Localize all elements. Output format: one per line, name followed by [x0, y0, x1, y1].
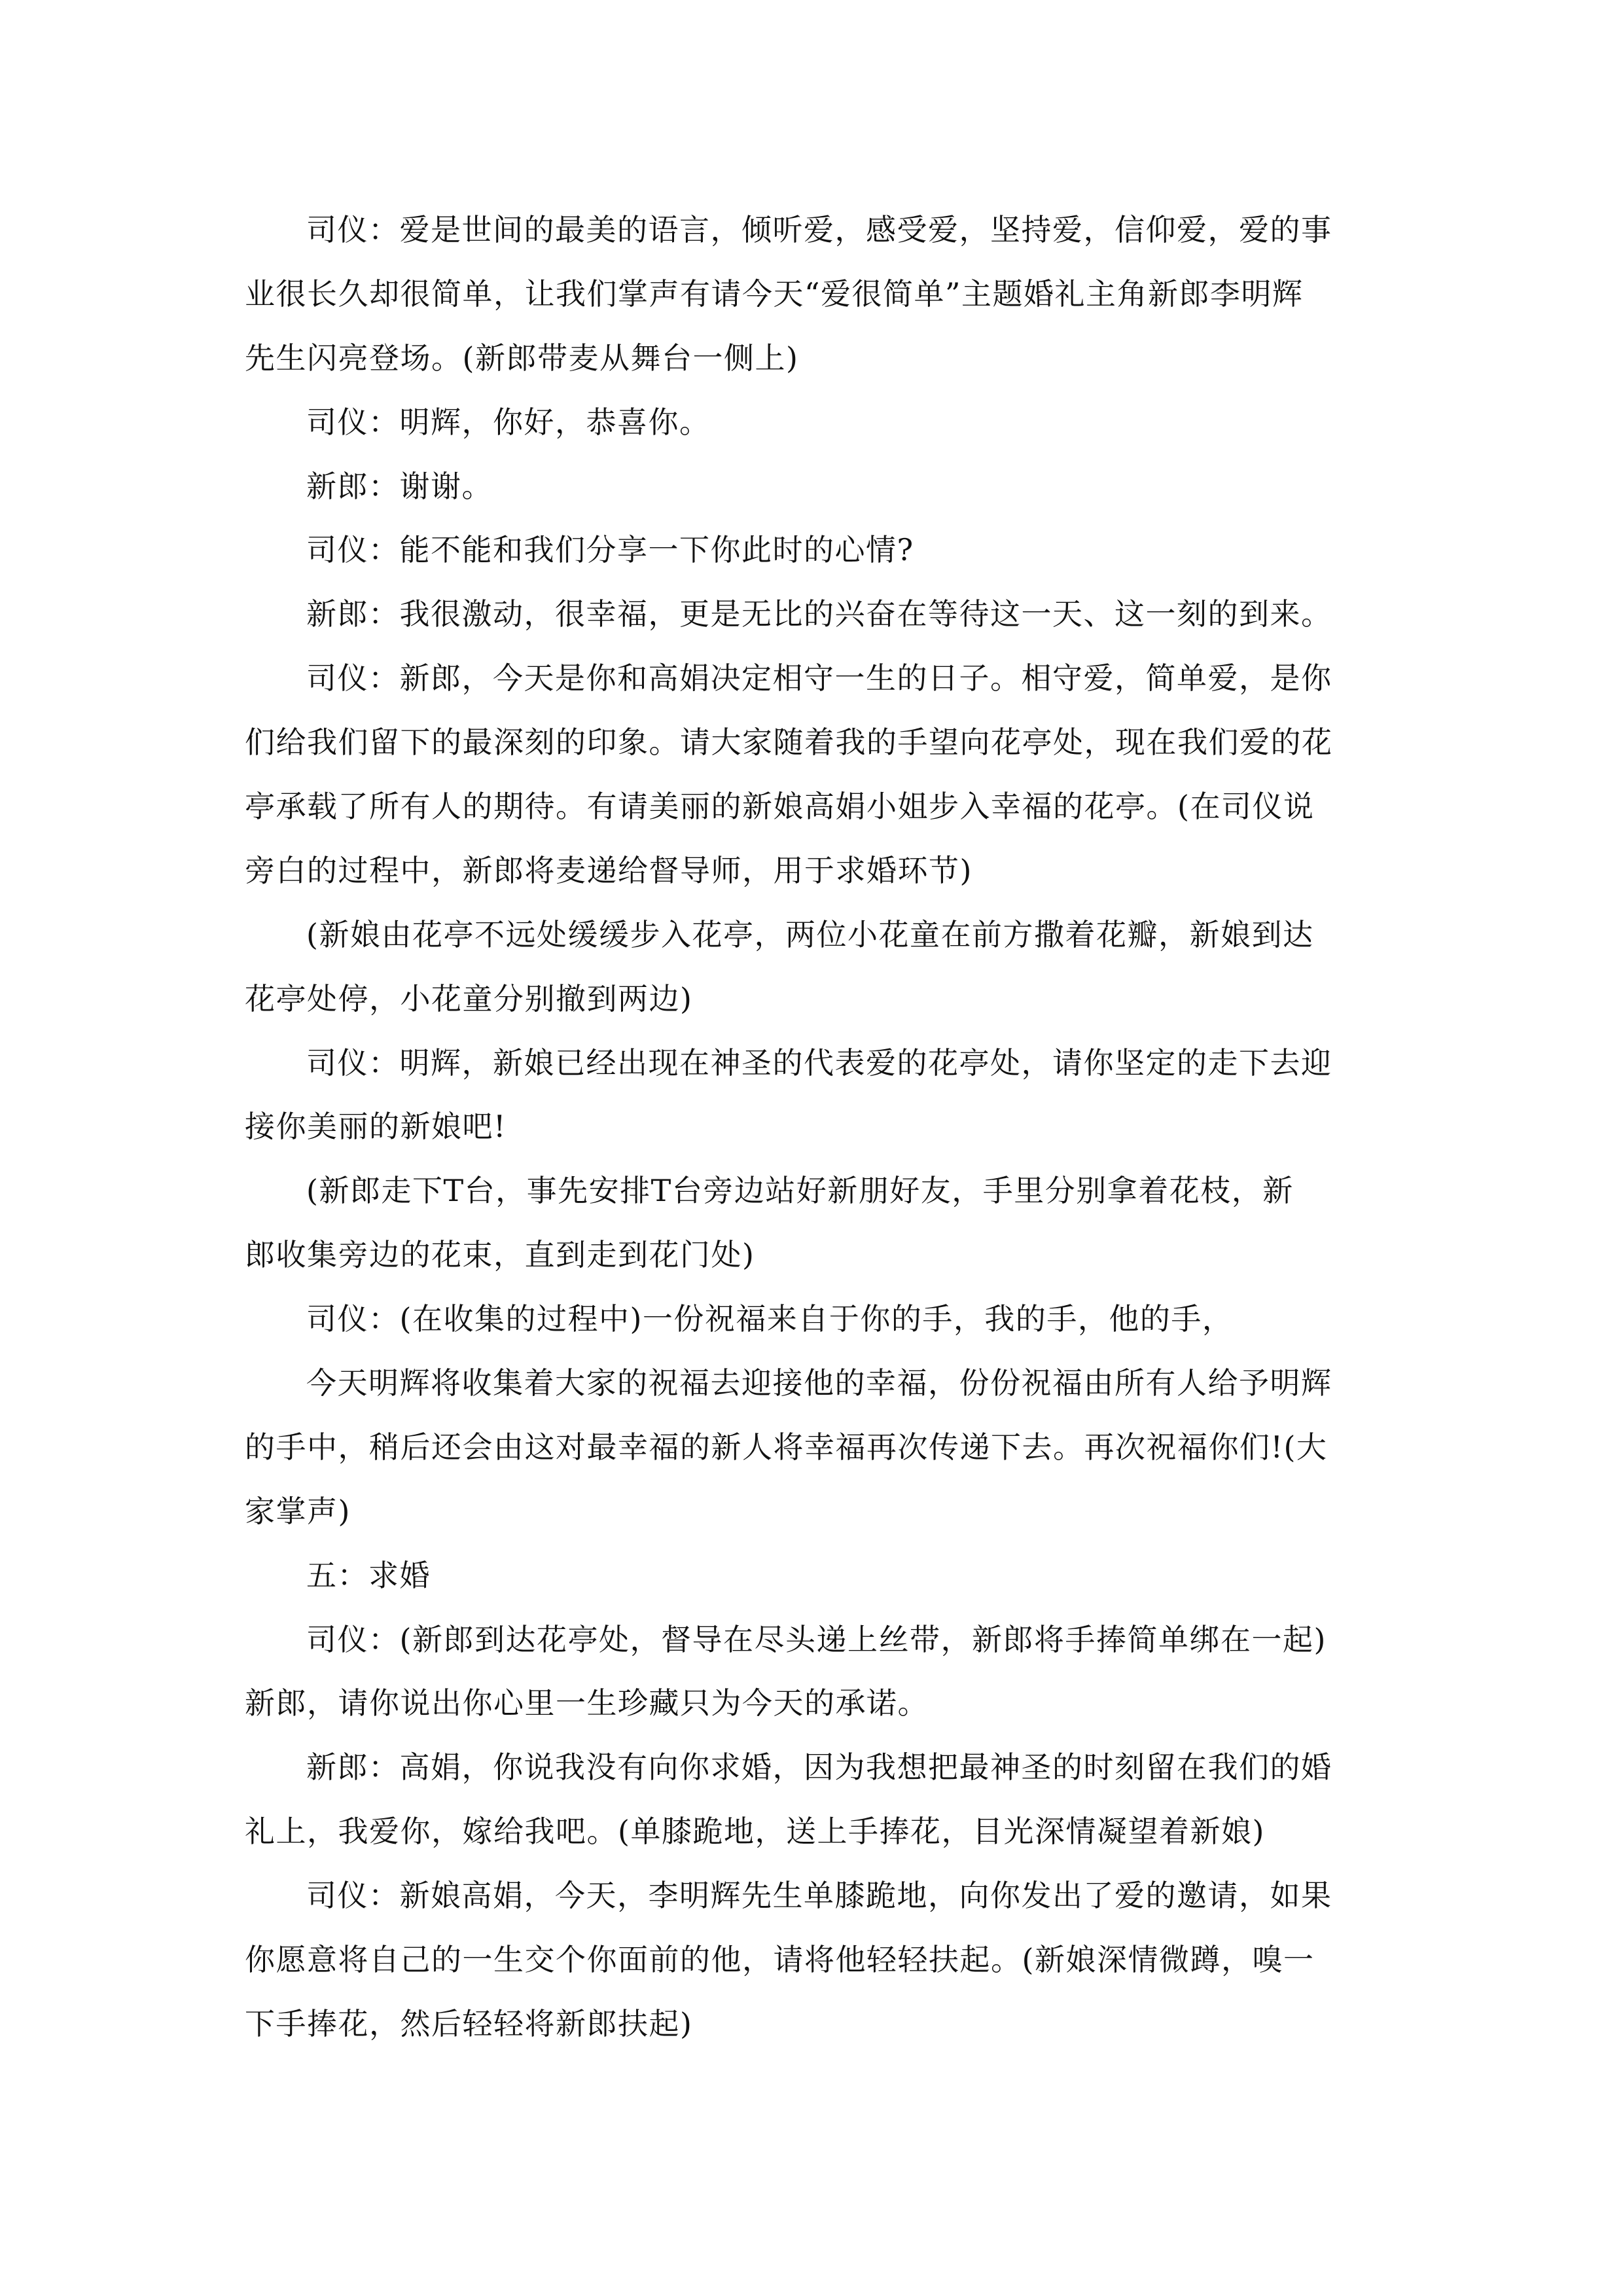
text-line: 司仪：新娘高娟，今天，李明辉先生单膝跪地，向你发出了爱的邀请，如果 — [306, 1878, 1332, 1914]
text-line: 司仪：明辉，新娘已经出现在神圣的代表爱的花亭处，请你坚定的走下去迎 — [306, 1045, 1332, 1081]
text-line: 旁白的过程中，新郎将麦递给督导师，用于求婚环节) — [245, 852, 972, 888]
text-line: 的手中，稍后还会由这对最幸福的新人将幸福再次传递下去。再次祝福你们!(大 — [245, 1429, 1328, 1465]
text-line: 今天明辉将收集着大家的祝福去迎接他的幸福，份份祝福由所有人给予明辉 — [306, 1365, 1332, 1401]
text-line: 司仪：爱是世间的最美的语言，倾听爱，感受爱，坚持爱，信仰爱，爱的事 — [306, 212, 1332, 247]
text-line: 花亭处停，小花童分别撤到两边) — [245, 980, 693, 1016]
paragraph-host-intro — [245, 198, 1383, 391]
text-line: 先生闪亮登场。(新郎带麦从舞台一侧上) — [245, 340, 799, 376]
paragraph-blessing-continued — [245, 1352, 1383, 1544]
paragraph-host-blessing — [245, 1287, 1383, 1352]
section-heading: 五：求婚 — [306, 1557, 431, 1593]
paragraph-host-welcome-bride — [245, 1031, 1383, 1160]
paragraph-host-greeting — [245, 391, 1383, 455]
text-line: 亭承载了所有人的期待。有请美丽的新娘高娟小姐步入幸福的花亭。(在司仪说 — [245, 789, 1315, 825]
text-line: 下手捧花，然后轻轻将新郎扶起) — [245, 2005, 693, 2041]
text-line: 司仪：明辉，你好，恭喜你。 — [306, 404, 711, 440]
text-line: 新郎：我很激动，很幸福，更是无比的兴奋在等待这一天、这一刻的到来。 — [306, 596, 1332, 632]
text-line: 业很长久却很简单，让我们掌声有请今天“爱很简单”主题婚礼主角新郎李明辉 — [245, 276, 1304, 312]
paragraph-host-bride-entrance — [245, 647, 1383, 903]
paragraph-stage-direction-groom — [245, 1159, 1383, 1287]
paragraph-groom-thanks — [245, 455, 1383, 519]
document-body — [245, 198, 1383, 2056]
paragraph-host-invitation — [245, 1864, 1383, 2056]
text-line: 家掌声) — [245, 1493, 351, 1529]
paragraph-groom-proposal — [245, 1736, 1383, 1864]
text-line: (新郎走下T台，事先安排T台旁边站好新朋好友，手里分别拿着花枝，新 — [306, 1173, 1294, 1209]
text-line: 新郎：高娟，你说我没有向你求婚，因为我想把最神圣的时刻留在我们的婚 — [306, 1749, 1332, 1785]
text-line: 接你美丽的新娘吧! — [245, 1109, 507, 1145]
text-line: 们给我们留下的最深刻的印象。请大家随着我的手望向花亭处，现在我们爱的花 — [245, 725, 1333, 761]
text-line: 司仪：(在收集的过程中)一份祝福来自于你的手，我的手，他的手， — [306, 1301, 1234, 1337]
paragraph-stage-direction-bride — [245, 903, 1383, 1031]
text-line: 郎收集旁边的花束，直到走到花门处) — [245, 1237, 755, 1273]
text-line: (新娘由花亭不远处缓缓步入花亭，两位小花童在前方撒着花瓣，新娘到达 — [306, 916, 1314, 952]
paragraph-host-question — [245, 518, 1383, 583]
text-line: 司仪：(新郎到达花亭处，督导在尽头递上丝带，新郎将手捧简单绑在一起) — [306, 1621, 1327, 1657]
text-line: 新郎，请你说出你心里一生珍藏只为今天的承诺。 — [245, 1685, 929, 1721]
text-line: 新郎：谢谢。 — [306, 468, 493, 504]
text-line: 你愿意将自己的一生交个你面前的他，请将他轻轻扶起。(新娘深情微蹲，嗅一 — [245, 1942, 1315, 1978]
paragraph-host-ribbon — [245, 1608, 1383, 1736]
paragraph-groom-feeling — [245, 583, 1383, 647]
section-heading-proposal — [245, 1544, 1383, 1608]
text-line: 司仪：能不能和我们分享一下你此时的心情? — [306, 532, 914, 568]
text-line: 礼上，我爱你，嫁给我吧。(单膝跪地，送上手捧花，目光深情凝望着新娘) — [245, 1814, 1265, 1850]
text-line: 司仪：新郎，今天是你和高娟决定相守一生的日子。相守爱，简单爱，是你 — [306, 660, 1332, 696]
